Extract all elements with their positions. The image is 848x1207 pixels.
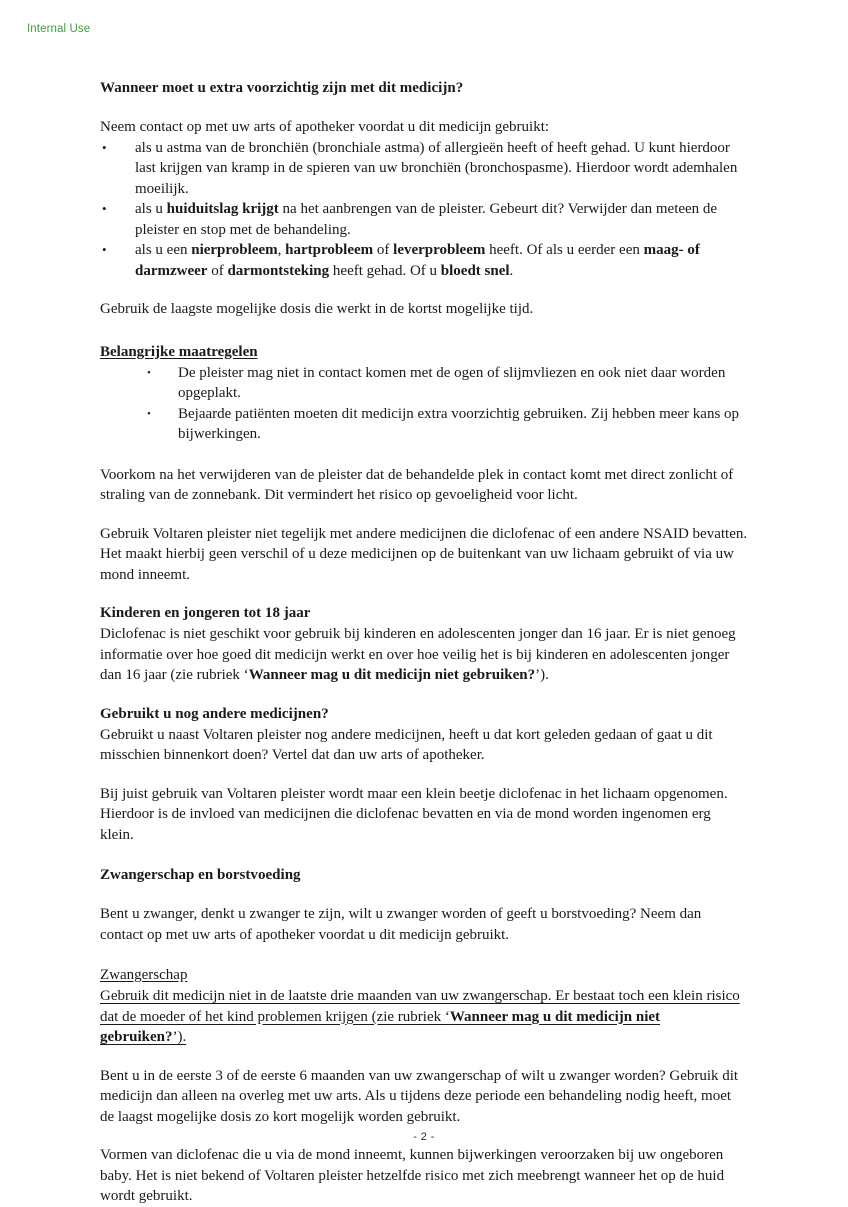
spacer: [100, 506, 748, 524]
list-item-text: Bejaarde patiënten moeten dit medicijn extra voorzichtig gebruiken. Zij hebben meer kans op bijwerkingen.: [178, 405, 740, 442]
heading-children: Kinderen en jongeren tot 18 jaar: [100, 605, 311, 621]
document-content: [100, 78, 748, 1207]
heading-measures-wrap: [100, 340, 748, 363]
list-item-emphasis: bloedt snel: [440, 262, 510, 279]
list-item-emphasis: hartprobleem: [285, 242, 374, 258]
list-item-emphasis: darmontsteking: [227, 262, 330, 279]
list-item-text-post: .: [509, 262, 514, 279]
paragraph-caution-intro: Neem contact op met uw arts of apotheker voordat u dit medicijn gebruikt:: [100, 119, 550, 135]
list-item: [100, 404, 748, 445]
list-item: [100, 363, 748, 404]
heading-measures: Belangrijke maatregelen: [100, 343, 258, 360]
paragraph-pregnancy-warning-reference: Wanneer mag u dit medicijn niet gebruiken?: [100, 1008, 661, 1045]
heading-pregnancy-sub-wrap: [100, 963, 748, 986]
paragraph-children: [100, 624, 748, 686]
paragraph-pregnancy-oral: Vormen van diclofenac die u via de mond inneemt, kunnen bijwerkingen veroorzaken bij uw ongeboren baby. Het is niet bekend of Voltaren pleister hetzelfde risico met zich meebrengt wanneer het op de huid wordt gebruikt.: [100, 1147, 725, 1204]
list-item-emphasis: huiduitslag krijgt: [166, 201, 279, 217]
spacer: [100, 686, 748, 704]
page-number-footer: - 2 -: [413, 1131, 435, 1143]
list-item: [100, 199, 748, 240]
list-item-emphasis: leverprobleem: [393, 242, 486, 258]
paragraph-other-medicines-1: Gebruikt u naast Voltaren pleister nog andere medicijnen, heeft u dat kort geleden gedaan of gaat u dit misschien binnenkort doen? Vertel dat dan uw arts of apotheker.: [100, 726, 713, 763]
list-item-text-mid: ,: [277, 242, 286, 258]
list-item-text-mid: of: [373, 242, 394, 258]
paragraph-sunlight: Voorkom na het verwijderen van de pleister dat de behandelde plek in contact komt met direct zonlicht of straling van de zonnebank. Dit vermindert het risico op gevoeligheid voor licht.: [100, 466, 734, 503]
paragraph-nsaid: Gebruik Voltaren pleister niet tegelijk met andere medicijnen die diclofenac of een andere NSAID bevatten. Het maakt hierbij geen verschil of u deze medicijnen op de buitenkant van uw lichaam gebruikt of via uw mond inneemt.: [100, 525, 748, 583]
spacer: [100, 445, 748, 465]
spacer: [100, 585, 748, 603]
list-item-text-mid: heeft. Of als u eerder een: [485, 242, 644, 258]
spacer: [100, 1048, 748, 1066]
paragraph-other-medicines-2: Bij juist gebruik van Voltaren pleister wordt maar een klein beetje diclofenac in het lichaam opgenomen. Hierdoor is de invloed van medicijnen die diclofenac bevatten en via de mond worden ingenomen erg klein.: [100, 785, 728, 843]
paragraph-children-reference: Wanneer mag u dit medicijn niet gebruiken?: [248, 667, 536, 683]
heading-pregnancy: Zwangerschap en borstvoeding: [100, 867, 301, 883]
paragraph-pregnancy-trimester: Bent u in de eerste 3 of de eerste 6 maanden van uw zwangerschap of wilt u zwanger worden? Gebruik dit medicijn dan alleen na overleg met uw arts. Als u tijdens deze periode een behandeling nodig heeft, moet de laagst mogelijke dosis zo kort mogelijk worden gebruikt.: [100, 1067, 739, 1125]
list-item-text: De pleister mag niet in contact komen met de ogen of slijmvliezen en ook niet daar worden opgeplakt.: [178, 364, 726, 401]
spacer: [100, 320, 748, 340]
list-caution: [100, 138, 748, 282]
spacer: [100, 886, 748, 904]
list-item-emphasis: maag- of darmzweer: [135, 242, 700, 279]
list-measures: [100, 363, 748, 445]
spacer: [100, 845, 748, 865]
list-item: [100, 240, 748, 281]
list-item-text-pre: als u een: [135, 242, 192, 258]
paragraph-pregnancy-intro: Bent u zwanger, denkt u zwanger te zijn, wilt u zwanger worden of geeft u borstvoeding? Neem dan contact op met uw arts of apotheker voordat u dit medicijn gebruikt.: [100, 906, 702, 943]
heading-other-medicines: Gebruikt u nog andere medicijnen?: [100, 705, 329, 722]
paragraph-children-pre: Diclofenac is niet geschikt voor gebruik bij kinderen en adolescenten jonger dan 16 jaar. Er is niet genoeg informatie over hoe goed dit medicijn werkt en over hoe veilig het is bij kinderen en adolescenten jonger dan 16 jaar (zie rubriek ‘: [100, 626, 736, 683]
spacer: [100, 281, 748, 299]
list-item-emphasis: nierprobleem: [191, 242, 278, 258]
list-item: [100, 138, 748, 200]
paragraph-dose-note: Gebruik de laagste mogelijke dosis die werkt in de kortst mogelijke tijd.: [100, 301, 534, 317]
paragraph-pregnancy-warning: [100, 986, 748, 1048]
paragraph-children-post: ’).: [535, 667, 549, 683]
spacer: [100, 766, 748, 784]
paragraph-pregnancy-warning-post: ’).: [172, 1029, 187, 1045]
spacer: [100, 945, 748, 963]
list-item-text-pre: als u: [135, 201, 167, 217]
list-item-text-post: na het aanbrengen van de pleister. Gebeurt dit? Verwijder dan meteen de pleister en stop met de behandeling.: [135, 201, 718, 238]
heading-pregnancy-sub: Zwangerschap: [100, 967, 188, 983]
list-item-text-mid: heeft gehad. Of u: [329, 262, 441, 279]
list-item-text-mid: of: [207, 262, 228, 279]
spacer: [100, 99, 748, 117]
heading-caution: Wanneer moet u extra voorzichtig zijn met dit medicijn?: [100, 80, 464, 96]
paragraph-pregnancy-warning-pre: Gebruik dit medicijn niet in de laatste drie maanden van uw zwangerschap. Er bestaat toch een klein risico dat de moeder of het kind problemen krijgen (zie rubriek ‘: [100, 988, 740, 1025]
classification-banner: Internal Use: [27, 23, 91, 35]
list-item-text: als u astma van de bronchiën (bronchiale astma) of allergieën heeft of heeft gehad. U kunt hierdoor last krijgen van kramp in de spieren van uw bronchiën (bronchospasme). Hierdoor wordt ademhalen moeilijk.: [135, 139, 738, 197]
